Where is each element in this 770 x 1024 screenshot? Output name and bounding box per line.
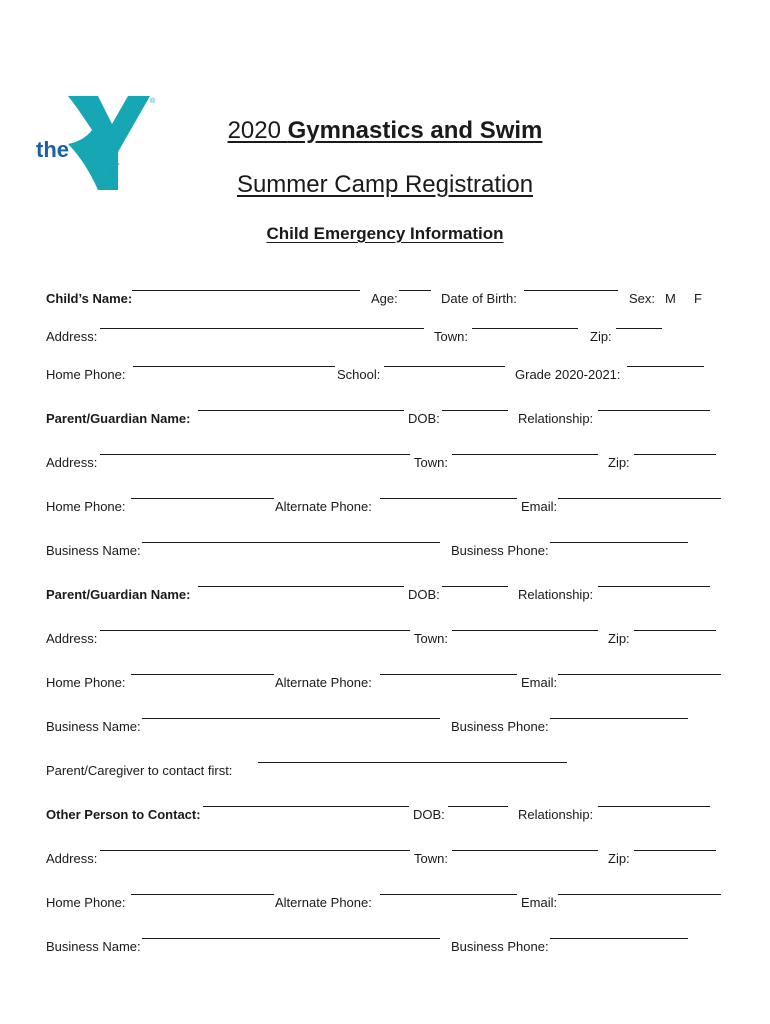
logo-registered-mark: ® (150, 98, 156, 105)
dob-label: Date of Birth: (441, 291, 517, 306)
guardian2-business-name-label: Business Name: (46, 719, 141, 734)
other-town-field[interactable] (452, 850, 598, 851)
child-town-field[interactable] (472, 328, 578, 329)
guardian2-email-field[interactable] (558, 674, 721, 675)
guardian1-home-phone-label: Home Phone: (46, 499, 126, 514)
guardian2-dob-label: DOB: (408, 587, 440, 602)
guardian2-relationship-label: Relationship: (518, 587, 594, 602)
other-email-label: Email: (521, 895, 558, 910)
guardian1-email-field[interactable] (558, 498, 721, 499)
contact-first-field[interactable] (258, 762, 567, 763)
school-label: School: (337, 367, 381, 382)
guardian1-dob-label: DOB: (408, 411, 440, 426)
other-name-field[interactable] (203, 806, 409, 807)
guardian1-relationship-field[interactable] (598, 410, 710, 411)
other-business-phone-label: Business Phone: (451, 939, 549, 954)
form-title (0, 117, 770, 145)
child-town-label: Town: (434, 329, 468, 344)
age-field[interactable] (399, 290, 431, 291)
guardian2-name-label: Parent/Guardian Name: (46, 587, 191, 602)
guardian1-dob-field[interactable] (442, 410, 508, 411)
age-label: Age: (371, 291, 398, 306)
child-name-field[interactable] (132, 290, 360, 291)
guardian2-zip-label: Zip: (608, 631, 630, 646)
other-alt-phone-field[interactable] (380, 894, 517, 895)
guardian1-address-field[interactable] (100, 454, 410, 455)
guardian1-business-phone-label: Business Phone: (451, 543, 549, 558)
other-relationship-field[interactable] (598, 806, 710, 807)
guardian2-alt-phone-field[interactable] (380, 674, 517, 675)
child-address-label: Address: (46, 329, 98, 344)
guardian2-address-label: Address: (46, 631, 98, 646)
guardian1-alt-phone-label: Alternate Phone: (275, 499, 372, 514)
other-town-label: Town: (414, 851, 448, 866)
guardian1-home-phone-field[interactable] (131, 498, 274, 499)
guardian2-business-name-field[interactable] (142, 718, 440, 719)
guardian2-town-label: Town: (414, 631, 448, 646)
guardian1-zip-label: Zip: (608, 455, 630, 470)
title-year: 2020 (227, 117, 281, 144)
other-business-name-field[interactable] (142, 938, 440, 939)
grade-label: Grade 2020-2021: (515, 367, 621, 382)
school-field[interactable] (384, 366, 505, 367)
child-name-label: Child’s Name: (46, 291, 133, 306)
guardian1-name-label: Parent/Guardian Name: (46, 411, 191, 426)
logo-the-text: the (36, 137, 69, 162)
other-relationship-label: Relationship: (518, 807, 594, 822)
form-subtitle: Child Emergency Information (266, 224, 504, 243)
guardian2-zip-field[interactable] (634, 630, 716, 631)
guardian1-business-phone-field[interactable] (550, 542, 688, 543)
child-zip-label: Zip: (590, 329, 612, 344)
other-home-phone-label: Home Phone: (46, 895, 126, 910)
sex-option-m[interactable]: M (665, 291, 676, 306)
guardian1-name-field[interactable] (198, 410, 404, 411)
other-business-name-label: Business Name: (46, 939, 141, 954)
guardian2-address-field[interactable] (100, 630, 410, 631)
child-home-phone-label: Home Phone: (46, 367, 126, 382)
contact-first-label: Parent/Caregiver to contact first: (46, 763, 233, 778)
other-dob-label: DOB: (413, 807, 445, 822)
sex-label: Sex: (629, 291, 656, 306)
sex-option-f[interactable]: F (694, 291, 702, 306)
guardian2-business-phone-field[interactable] (550, 718, 688, 719)
title-program: Gymnastics and Swim (287, 117, 543, 144)
guardian1-address-label: Address: (46, 455, 98, 470)
guardian2-home-phone-label: Home Phone: (46, 675, 126, 690)
guardian1-town-label: Town: (414, 455, 448, 470)
logo-ymca-text: YMCA (101, 160, 122, 185)
guardian1-relationship-label: Relationship: (518, 411, 594, 426)
guardian2-relationship-field[interactable] (598, 586, 710, 587)
guardian1-alt-phone-field[interactable] (380, 498, 517, 499)
form-title-line2: Summer Camp Registration (236, 171, 534, 198)
guardian1-business-name-field[interactable] (142, 542, 440, 543)
other-address-label: Address: (46, 851, 98, 866)
guardian1-email-label: Email: (521, 499, 558, 514)
other-address-field[interactable] (100, 850, 410, 851)
guardian1-town-field[interactable] (452, 454, 598, 455)
guardian2-name-field[interactable] (198, 586, 404, 587)
grade-field[interactable] (627, 366, 704, 367)
guardian1-business-name-label: Business Name: (46, 543, 141, 558)
child-home-phone-field[interactable] (133, 366, 335, 367)
guardian2-alt-phone-label: Alternate Phone: (275, 675, 372, 690)
other-home-phone-field[interactable] (131, 894, 274, 895)
other-dob-field[interactable] (448, 806, 508, 807)
guardian2-email-label: Email: (521, 675, 558, 690)
other-zip-field[interactable] (634, 850, 716, 851)
child-address-field[interactable] (100, 328, 424, 329)
guardian2-home-phone-field[interactable] (131, 674, 274, 675)
guardian2-town-field[interactable] (452, 630, 598, 631)
other-zip-label: Zip: (608, 851, 630, 866)
guardian1-zip-field[interactable] (634, 454, 716, 455)
child-zip-field[interactable] (616, 328, 662, 329)
guardian2-dob-field[interactable] (442, 586, 508, 587)
other-business-phone-field[interactable] (550, 938, 688, 939)
other-email-field[interactable] (558, 894, 721, 895)
other-name-label: Other Person to Contact: (46, 807, 201, 822)
guardian2-business-phone-label: Business Phone: (451, 719, 549, 734)
other-alt-phone-label: Alternate Phone: (275, 895, 372, 910)
dob-field[interactable] (524, 290, 618, 291)
